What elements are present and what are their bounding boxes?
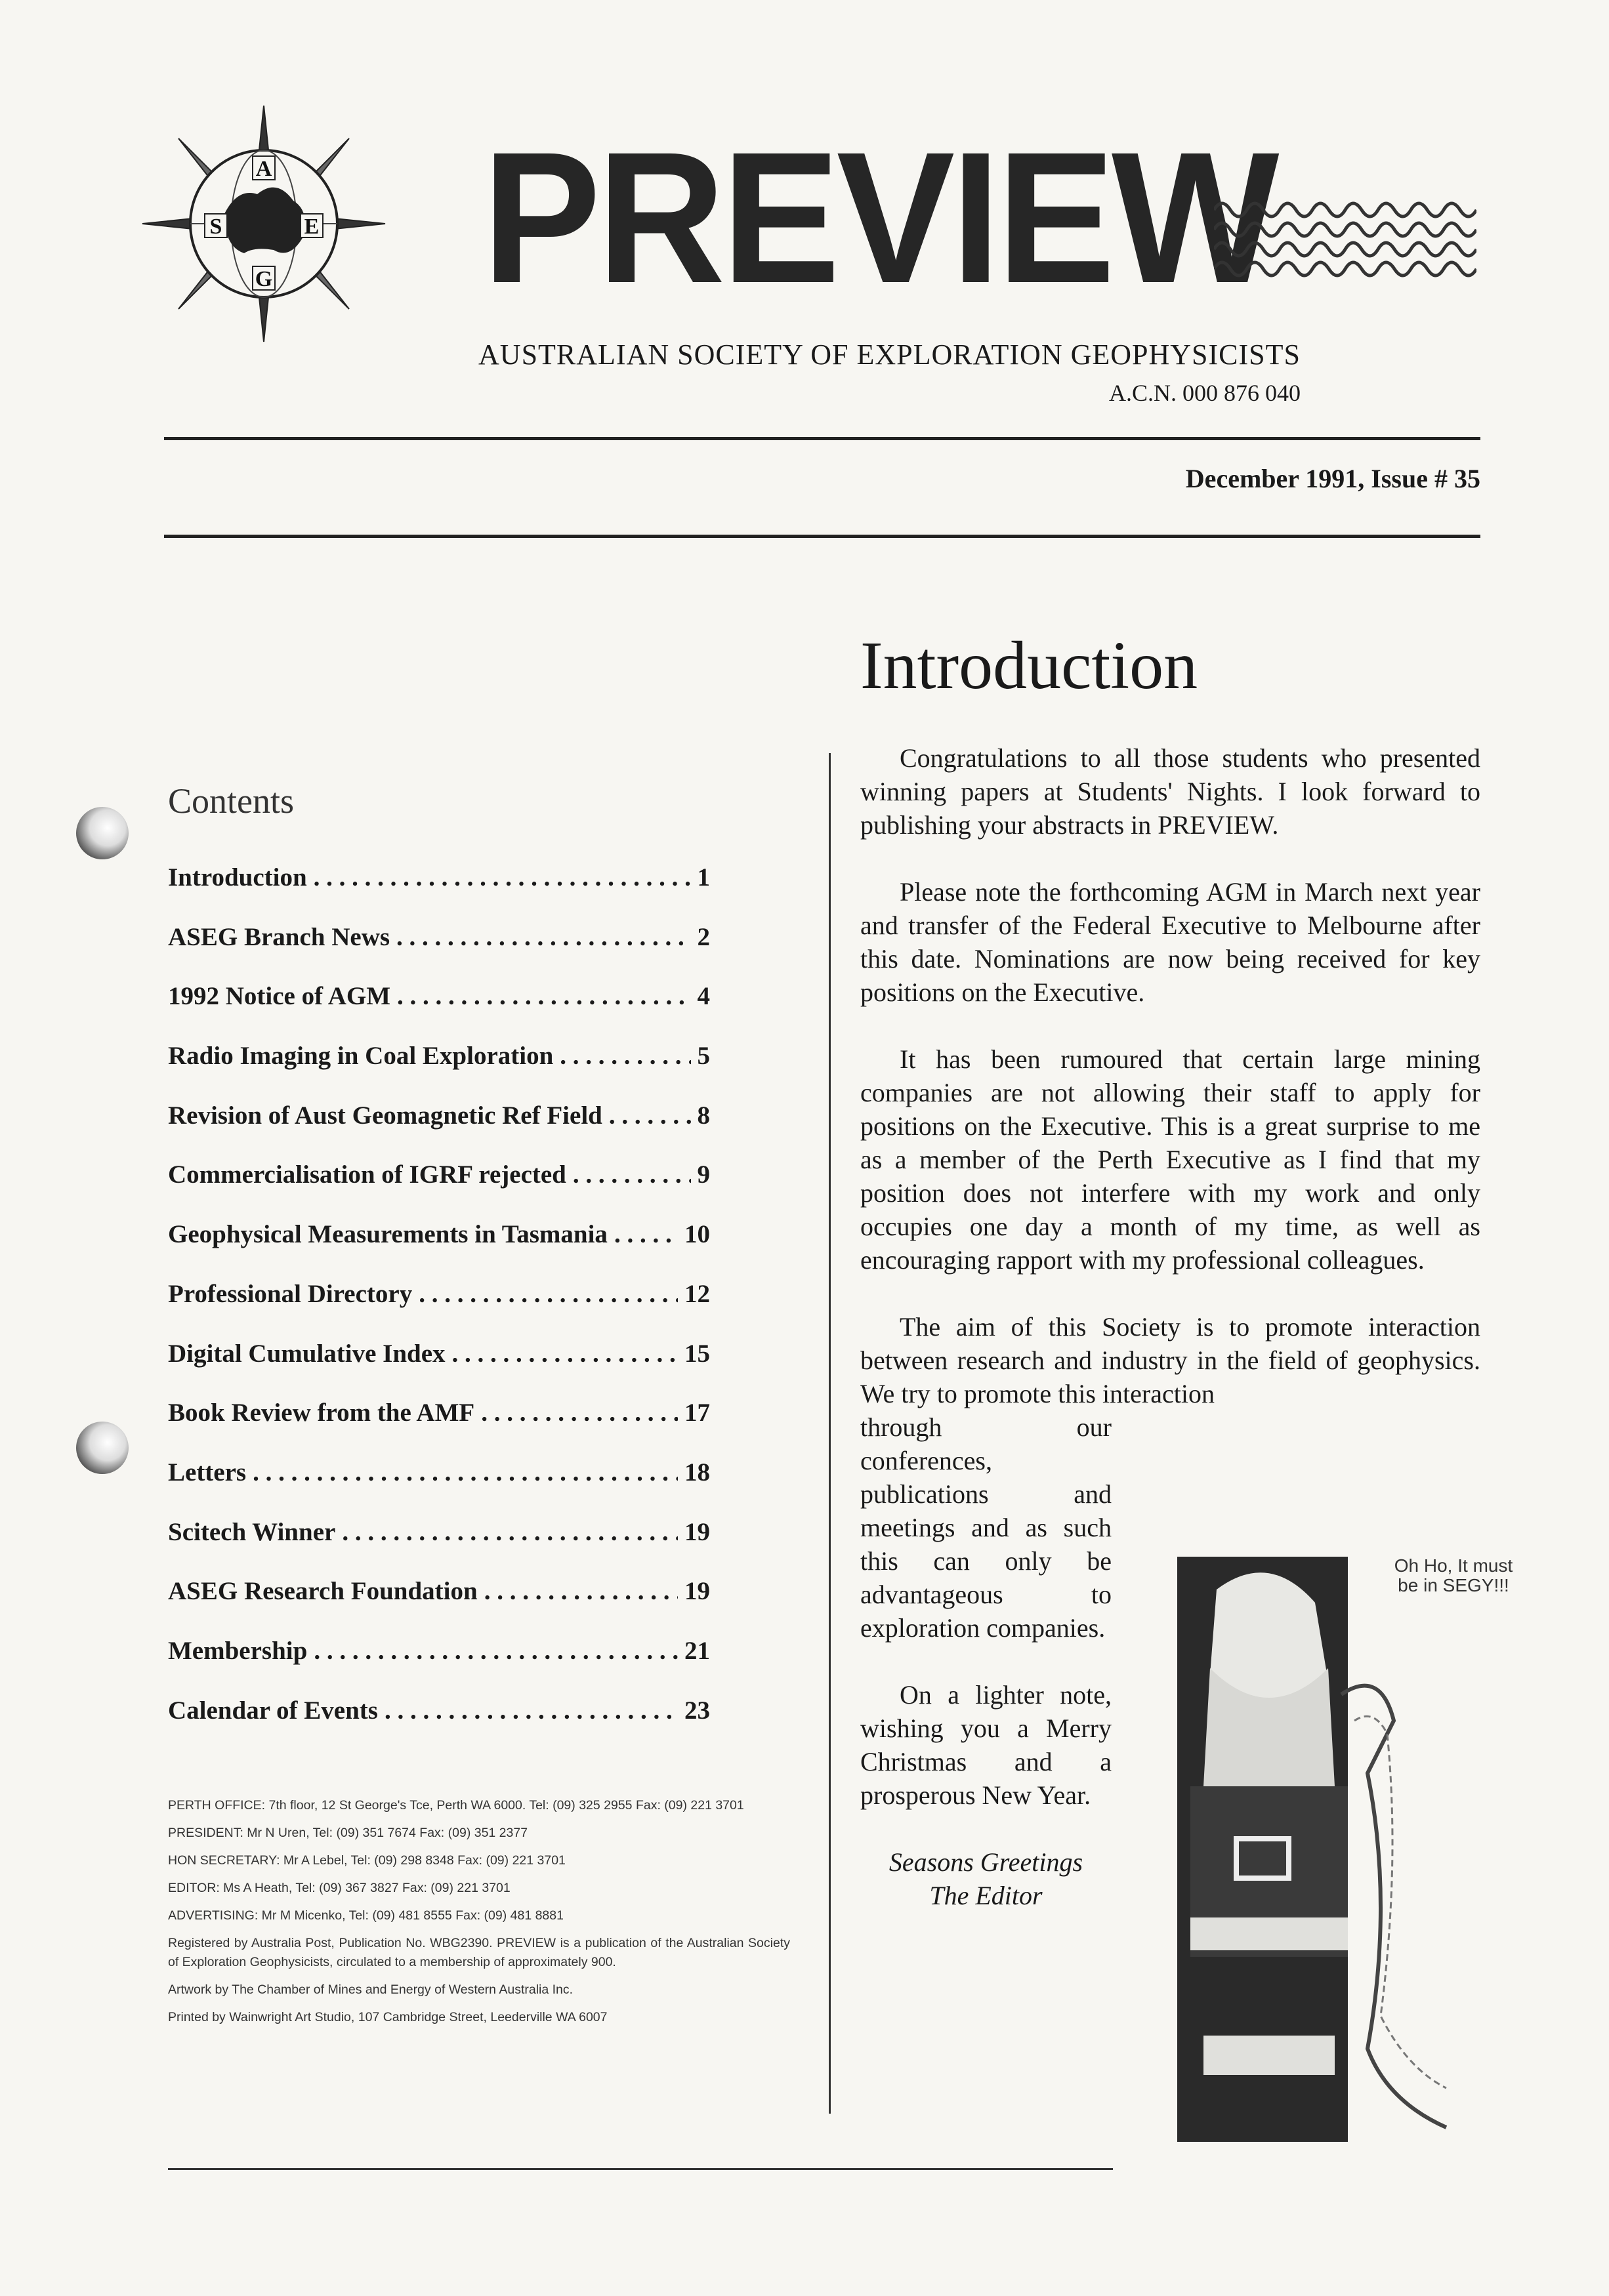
dot-leader <box>609 1101 691 1130</box>
intro-paragraph: through our conferences, publications and meetings and as such this can only be advantageous to exploration companies. <box>860 1412 1112 1643</box>
dot-leader <box>614 1220 678 1249</box>
toc-page: 1 <box>697 863 710 892</box>
intro-paragraph: Please note the forthcoming AGM in March next year and transfer of the Federal Executive to Melbourne after this date. Nominations are now being received for key positions on the Executive. <box>860 877 1480 1007</box>
toc-item <box>168 1339 710 1399</box>
column-divider <box>829 753 831 2114</box>
footer-line: EDITOR: Ms A Heath, Tel: (09) 367 3827 Fax: (09) 221 3701 <box>168 1881 511 1895</box>
toc-page: 8 <box>697 1101 710 1130</box>
dot-leader <box>560 1041 690 1071</box>
toc-page: 5 <box>697 1042 710 1071</box>
toc-page: 23 <box>684 1696 710 1725</box>
intro-title: Introduction <box>860 628 1198 703</box>
signoff-editor: The Editor <box>929 1881 1043 1910</box>
toc-item <box>168 1458 710 1517</box>
toc-item <box>168 922 710 982</box>
toc-page: 9 <box>697 1160 710 1189</box>
toc-label: Revision of Aust Geomagnetic Ref Field <box>168 1101 602 1130</box>
society-name: AUSTRALIAN SOCIETY OF EXPLORATION GEOPHYSICISTS <box>478 338 1301 371</box>
toc-item <box>168 863 710 922</box>
toc-label: 1992 Notice of AGM <box>168 982 391 1011</box>
intro-paragraph: The aim of this Society is to promote interaction between research and industry in the field of geophysics. We try to promote this interaction <box>860 1312 1480 1408</box>
dot-leader <box>253 1458 678 1487</box>
santa-illustration <box>1177 1550 1478 2142</box>
intro-paragraph: Congratulations to all those students who presented winning papers at Students' Nights. I look forward to publishing your abstracts in PREVIEW. <box>860 743 1480 840</box>
toc-item <box>168 1696 710 1755</box>
footer-line: PERTH OFFICE: 7th floor, 12 St George's Tce, Perth WA 6000. Tel: (09) 325 2955 Fax: (09) 221 3701 <box>168 1798 744 1813</box>
toc-item <box>168 1398 710 1458</box>
toc-item <box>168 1220 710 1279</box>
toc-label: ASEG Branch News <box>168 922 390 951</box>
hole-punch <box>76 807 129 859</box>
toc-label: Commercialisation of IGRF rejected <box>168 1160 566 1189</box>
toc-page: 17 <box>684 1399 710 1427</box>
svg-text:E: E <box>304 215 320 239</box>
toc-label: Geophysical Measurements in Tasmania <box>168 1220 608 1249</box>
toc-item <box>168 981 710 1041</box>
toc-item <box>168 1160 710 1220</box>
header-rule <box>164 437 1480 440</box>
footer-line: HON SECRETARY: Mr A Lebel, Tel: (09) 298 8348 Fax: (09) 221 3701 <box>168 1853 566 1868</box>
svg-text:G: G <box>255 267 273 291</box>
toc-page: 19 <box>684 1577 710 1606</box>
toc-item <box>168 1279 710 1339</box>
dot-leader <box>314 863 691 892</box>
svg-text:A: A <box>255 157 272 181</box>
footer-line: ADVERTISING: Mr M Micenko, Tel: (09) 481 8555 Fax: (09) 481 8881 <box>168 1908 564 1923</box>
toc-page: 21 <box>684 1636 710 1665</box>
toc-item <box>168 1517 710 1577</box>
toc-label: Radio Imaging in Coal Exploration <box>168 1042 554 1071</box>
issue-date: December 1991, Issue # 35 <box>1185 464 1480 493</box>
toc-label: Scitech Winner <box>168 1517 336 1546</box>
dot-leader <box>452 1339 678 1368</box>
dot-leader <box>484 1576 678 1606</box>
toc-label: ASEG Research Foundation <box>168 1577 478 1606</box>
acn-number: A.C.N. 000 876 040 <box>1108 380 1301 406</box>
dot-leader <box>314 1636 678 1666</box>
toc-item <box>168 1636 710 1696</box>
toc-page: 18 <box>684 1458 710 1486</box>
footer-line: PRESIDENT: Mr N Uren, Tel: (09) 351 7674 Fax: (09) 351 2377 <box>168 1826 528 1840</box>
footer-line: Artwork by The Chamber of Mines and Energy of Western Australia Inc. <box>168 1982 574 1997</box>
signoff-greeting: Seasons Greetings <box>888 1847 1083 1877</box>
dot-leader <box>396 922 690 952</box>
header-rule <box>164 535 1480 538</box>
toc-page: 12 <box>684 1279 710 1308</box>
speech-bubble-text: Oh Ho, It must be in SEGY!!! <box>1394 1555 1513 1595</box>
contents-heading: Contents <box>168 781 295 821</box>
bottom-rule <box>168 2168 1113 2170</box>
toc-item <box>168 1101 710 1160</box>
toc-page: 10 <box>684 1220 710 1249</box>
toc-page: 2 <box>697 922 710 951</box>
toc-page: 19 <box>684 1517 710 1546</box>
toc-label: Professional Directory <box>168 1279 413 1308</box>
intro-paragraph: It has been rumoured that certain large mining companies are not allowing their staff to apply for positions on the Executive. This is a great surprise to me as a member of the Perth Executive as I find that my position does not interfere with my work and only occupies one day a month of my time, as well as encouraging rapport with my professional colleagues. <box>860 1044 1480 1275</box>
toc-label: Membership <box>168 1636 308 1665</box>
footer-line: Registered by Australia Post, Publication No. WBG2390. PREVIEW is a publication of the Australian Society of Exploration Geophysicists, circulated to a membership of approximately 900. <box>168 1936 790 1969</box>
intro-paragraph: On a lighter note, wishing you a Merry Christmas and a prosperous New Year. <box>860 1680 1112 1810</box>
footer-line: Printed by Wainwright Art Studio, 107 Cambridge Street, Leederville WA 6007 <box>168 2010 608 2024</box>
toc-label: Introduction <box>168 863 307 892</box>
toc-label: Digital Cumulative Index <box>168 1339 446 1368</box>
dot-leader <box>397 981 690 1011</box>
dot-leader <box>385 1696 678 1725</box>
dot-leader <box>419 1279 678 1309</box>
toc-label: Book Review from the AMF <box>168 1399 475 1427</box>
aseg-compass-logo <box>139 102 388 345</box>
signoff <box>860 1845 1112 1912</box>
toc-page: 4 <box>697 982 710 1011</box>
toc-label: Letters <box>168 1458 247 1486</box>
toc-label: Calendar of Events <box>168 1696 378 1725</box>
table-of-contents <box>168 863 710 1755</box>
dot-leader <box>573 1160 691 1189</box>
toc-item <box>168 1041 710 1101</box>
toc-item <box>168 1576 710 1636</box>
svg-text:S: S <box>209 215 222 239</box>
dot-leader <box>342 1517 678 1547</box>
publication-info <box>168 1796 790 2036</box>
masthead-title: PREVIEW <box>482 113 1276 322</box>
dot-leader <box>481 1398 678 1427</box>
hole-punch <box>76 1422 129 1474</box>
seismic-waves-decoration <box>1214 190 1476 282</box>
toc-page: 15 <box>684 1339 710 1368</box>
